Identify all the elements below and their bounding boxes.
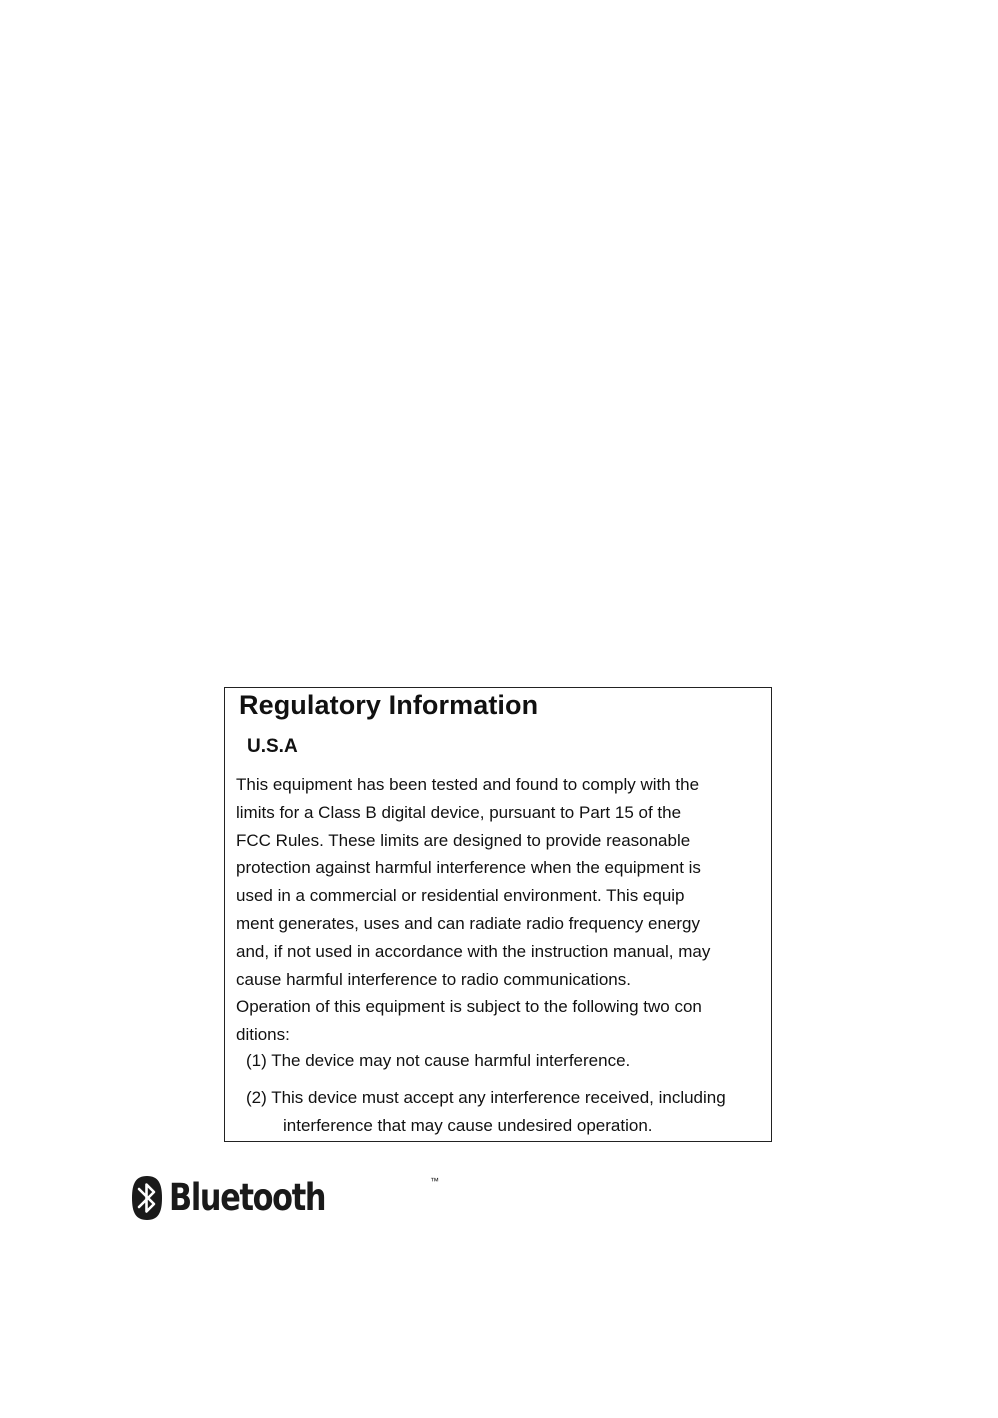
trademark-symbol: ™ <box>430 1176 439 1186</box>
bluetooth-wordmark: Bluetooth <box>169 1175 326 1219</box>
paragraph-line: limits for a Class B digital device, pursuant to Part 15 of the <box>236 802 682 822</box>
paragraph-line: and, if not used in accordance with the instruction manual, may <box>236 941 711 961</box>
paragraph-line: protection against harmful interference when the equipment is <box>236 858 701 878</box>
paragraph-line: This equipment has been tested and found to comply with the <box>236 775 700 794</box>
paragraph-line: ment generates, uses and can radiate radio frequency energy <box>236 913 701 933</box>
country-heading: U.S.A <box>247 736 298 757</box>
paragraph-line: used in a commercial or residential environment. This equip <box>236 886 685 906</box>
paragraph-line: Operation of this equipment is subject to the following two con <box>236 997 702 1017</box>
bluetooth-logo <box>130 1174 439 1222</box>
paragraph-line: FCC Rules. These limits are designed to provide reasonable <box>236 830 691 850</box>
regulatory-info-box <box>224 687 772 1142</box>
regulatory-title: Regulatory Information <box>239 690 539 720</box>
condition-2 <box>246 1084 776 1140</box>
paragraph-line: ditions: <box>236 1025 290 1045</box>
condition-2-text: (2) This device must accept any interference received, including <box>246 1088 726 1107</box>
condition-1-text: (1) The device may not cause harmful interference. <box>246 1051 631 1070</box>
condition-1 <box>246 1047 776 1075</box>
regulatory-paragraph <box>236 771 768 1049</box>
paragraph-line: cause harmful interference to radio communications. <box>236 969 631 989</box>
condition-2-continuation: interference that may cause undesired operation. <box>283 1116 653 1135</box>
bluetooth-icon <box>130 1175 164 1221</box>
